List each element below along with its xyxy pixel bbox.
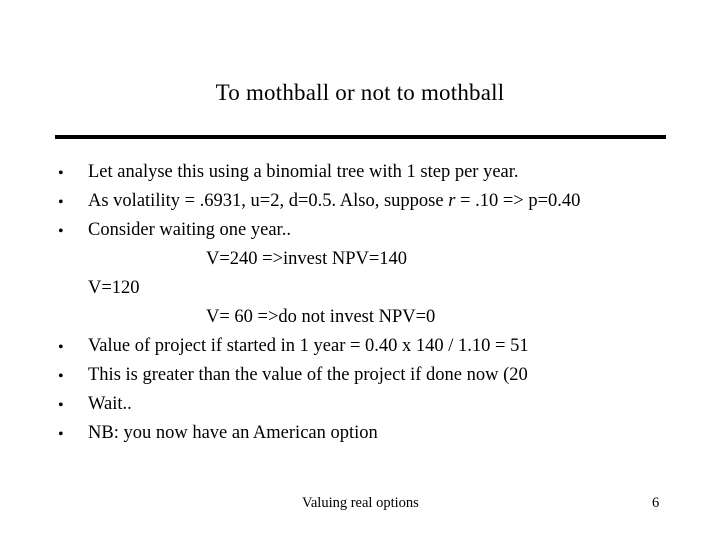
page-number: 6: [652, 495, 660, 511]
bullet-icon: •: [58, 368, 64, 385]
bullet-text-3: Consider waiting one year..: [88, 220, 291, 240]
bullet-text-6: Wait..: [88, 394, 132, 414]
bullet-icon: •: [58, 426, 64, 443]
bullet-text-7: NB: you now have an American option: [88, 423, 378, 443]
bullet-icon: •: [58, 165, 64, 182]
bullet-text-2: [88, 191, 580, 212]
bullet-icon: •: [58, 194, 64, 211]
tree-up-node: V=240 =>invest NPV=140: [206, 249, 408, 269]
rate-symbol: r: [448, 191, 456, 211]
footer-label: Valuing real options: [302, 495, 419, 511]
bullet-text-2-head: As volatility = .6931, u=2, d=0.5. Also, suppose: [88, 191, 449, 211]
slide-title: To mothball or not to mothball: [215, 80, 505, 105]
bullet-text-5: This is greater than the value of the project if done now (20: [88, 365, 528, 385]
bullet-text-1: Let analyse this using a binomial tree with 1 step per year.: [88, 162, 519, 182]
title-divider: [55, 135, 666, 139]
tree-root-node: V=120: [88, 278, 140, 298]
bullet-text-2-tail: = .10 => p=0.40: [455, 191, 581, 211]
bullet-icon: •: [58, 397, 64, 414]
bullet-icon: •: [58, 339, 64, 356]
bullet-text-4: Value of project if started in 1 year = 0.40 x 140 / 1.10 = 51: [88, 336, 529, 356]
bullet-icon: •: [58, 223, 64, 240]
tree-down-node: V= 60 =>do not invest NPV=0: [206, 307, 436, 327]
